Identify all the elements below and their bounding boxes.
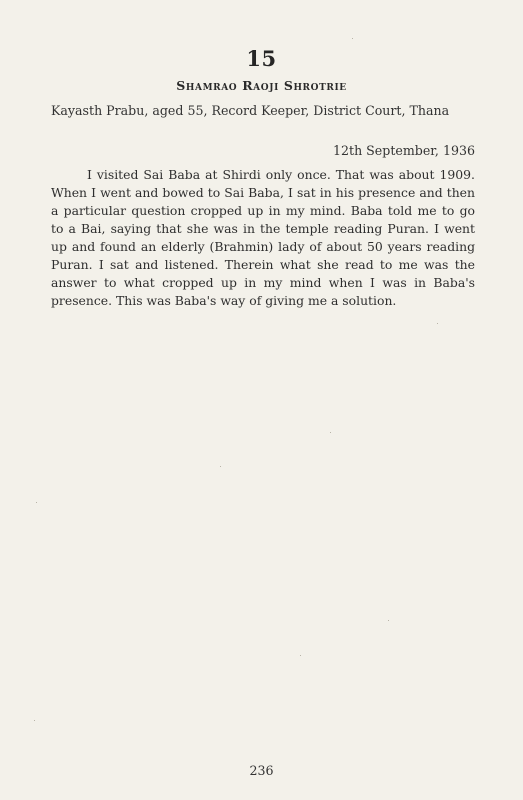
paper-speck — [388, 620, 389, 621]
paper-speck — [300, 655, 301, 656]
person-description: Kayasth Prabu, aged 55, Record Keeper, District Court, Thana — [51, 103, 450, 118]
paper-speck — [330, 432, 331, 433]
paper-speck — [220, 466, 221, 467]
paper-speck — [34, 720, 35, 721]
entry-date: 12th September, 1936 — [332, 143, 475, 158]
paper-speck — [437, 323, 438, 324]
body-paragraph: I visited Sai Baba at Shirdi only once. That was about 1909. When I went and bowed to Sai Baba, I sat in his presence and then a particular question cropped up in my mind. Baba told me to go to a Bai, saying that she was in the temple reading Puran. I went up and found an elderly (Brahmin) lady of about 50 years reading Puran. I sat and listened. Therein what she read to me was the answer to what cropped up in my mind when I was in Baba's presence. This was Baba's way of giving me a solution. — [51, 167, 475, 308]
paper-speck — [36, 502, 37, 503]
paper-speck — [352, 38, 353, 39]
chapter-name-heading: Shamrao Raoji Shrotrie — [176, 78, 347, 93]
page-number: 236 — [249, 763, 274, 778]
chapter-number: 15 — [246, 46, 277, 71]
